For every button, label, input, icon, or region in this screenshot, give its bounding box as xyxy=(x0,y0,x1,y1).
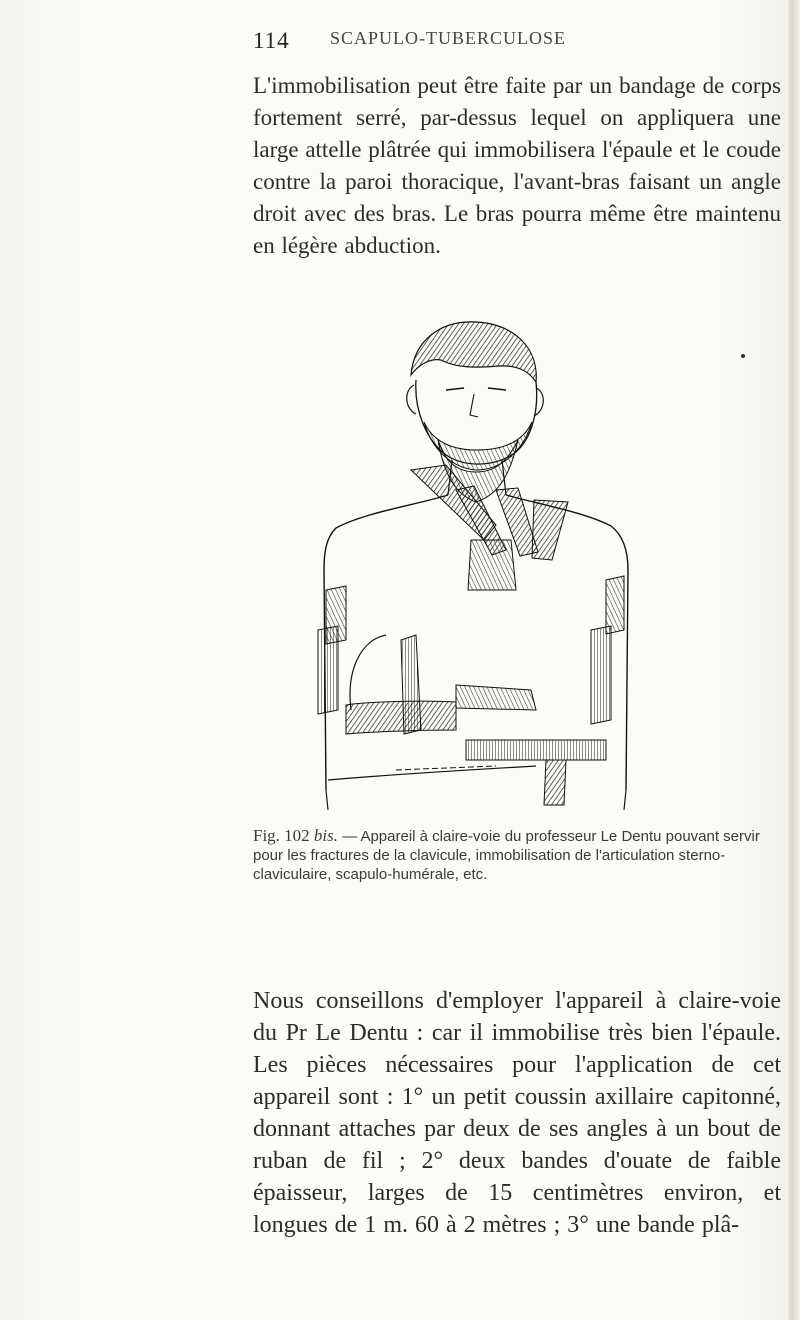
figure-illustration xyxy=(306,290,726,810)
torso-brace-illustration xyxy=(306,290,726,810)
figure-caption-text: — Appareil à claire-voie du professeur Le Dentu pouvant servir pour les fractures de la clavicule, immobilisation de l'articulation sterno-claviculaire, scapulo-humérale, etc. xyxy=(253,828,760,883)
margin-dot xyxy=(741,354,745,358)
paragraph-top: L'immobilisation peut être faite par un bandage de corps fortement serré, par-dessus lequel on appliquera une large attelle plâtrée qui immobilisera l'épaule et le coude contre la paroi thoracique, l'avant-bras faisant un angle droit avec des bras. Le bras pourra même être maintenu en légère abduction. xyxy=(253,73,781,258)
figure-label: Fig. 102 xyxy=(253,826,310,845)
figure-label-suffix: bis. xyxy=(313,826,338,845)
paragraph-bottom: Nous conseillons d'employer l'appareil à claire-voie du Pr Le Dentu : car il immobilise très bien l'épaule. Les pièces nécessaires pour l'application de cet appareil sont : 1° un petit coussin axillaire capitonné, donnant attaches par deux de ses angles à un bout de ruban de fil ; 2° deux bandes d'ouate de faible épaisseur, larges de 15 centimètres environ, et longues de 1 m. 60 à 2 mètres ; 3° une bande plâ- xyxy=(253,988,781,1238)
page-number: 114 xyxy=(253,28,290,53)
figure-caption xyxy=(253,826,787,884)
page-header xyxy=(253,20,783,60)
running-head: SCAPULO-TUBERCULOSE xyxy=(330,28,567,48)
page-edge xyxy=(788,0,800,1320)
